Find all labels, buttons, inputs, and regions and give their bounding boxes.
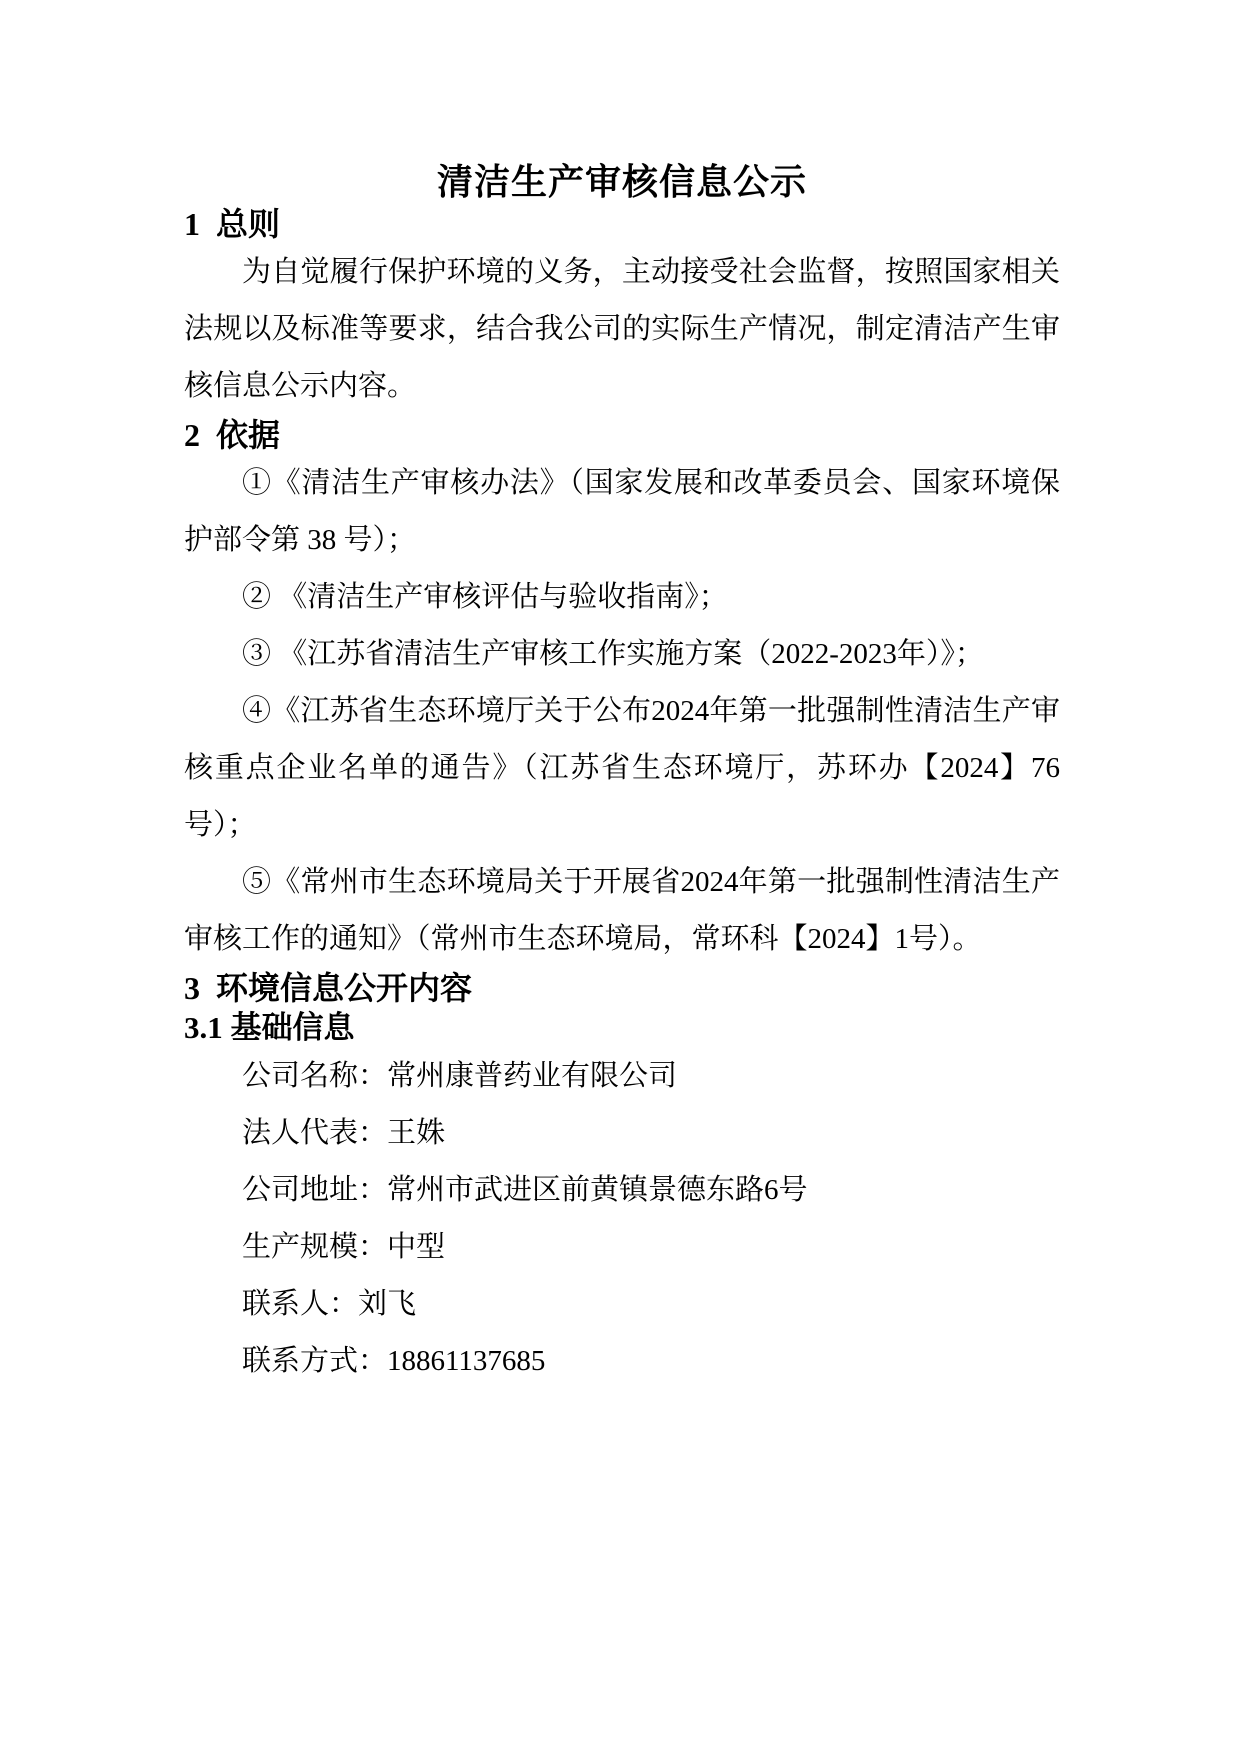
info-line-production-scale: 生产规模：中型 [242,1231,446,1263]
section-heading-basis: 2 依据 [184,417,281,453]
section-heading-disclosure: 3 环境信息公开内容 [184,970,473,1006]
basis-reference-3: ③ 《江苏省清洁生产审核工作实施方案（2022-2023年）》； [242,638,984,670]
basis-reference-2: ② 《清洁生产审核评估与验收指南》； [242,581,728,613]
info-line-contact-phone: 联系方式：18861137685 [242,1345,546,1377]
section-heading-general: 1 总则 [184,206,281,242]
info-line-contact-person: 联系人：刘飞 [242,1288,417,1320]
basis-reference-5: ⑤《常州市生态环境局关于开展省2024年第一批强制性清洁生产审核工作的通知》（常州市生态环境局，常环科【2024】1号）。 [184,866,1060,955]
basis-reference-1: ①《清洁生产审核办法》（国家发展和改革委员会、国家环境保护部令第 38 号）； [184,467,1060,556]
subsection-heading-basic-info: 3.1 基础信息 [184,1010,355,1045]
general-paragraph: 为自觉履行保护环境的义务，主动接受社会监督，按照国家相关法规以及标准等要求，结合我公司的实际生产情况，制定清洁产生审核信息公示内容。 [184,256,1060,402]
document-title: 清洁生产审核信息公示 [436,162,807,202]
info-line-legal-representative: 法人代表：王姝 [242,1117,446,1149]
basis-reference-4: ④《江苏省生态环境厅关于公布2024年第一批强制性清洁生产审核重点企业名单的通告》（江苏省生态环境厅，苏环办【2024】76号）； [184,695,1060,841]
info-line-company-address: 公司地址：常州市武进区前黄镇景德东路6号 [242,1174,808,1206]
info-line-company-name: 公司名称：常州康普药业有限公司 [242,1060,678,1092]
